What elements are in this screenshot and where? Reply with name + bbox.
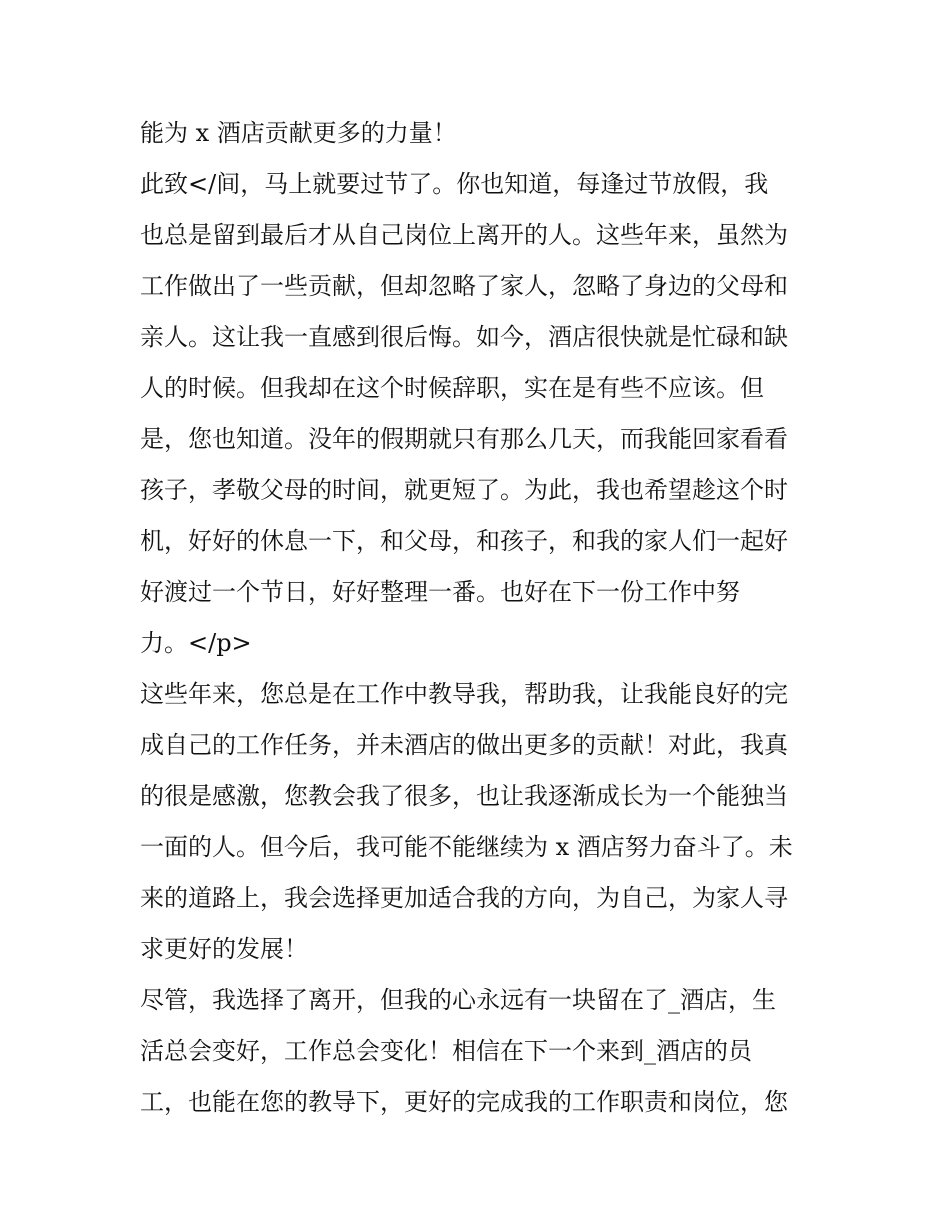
text-line: 力。</p> <box>140 629 252 657</box>
text-line: 工，也能在您的教导下，更好的完成我的工作职责和岗位，您 <box>140 1088 788 1116</box>
text-line: 尽管，我选择了离开，但我的心永远有一块留在了_酒店，生 <box>140 986 776 1014</box>
text-line: 求更好的发展！ <box>140 935 308 963</box>
text-line: 机，好好的休息一下，和父母，和孩子，和我的家人们一起好 <box>140 527 788 555</box>
document-body <box>140 108 820 1128</box>
text-line: 的很是感激，您教会我了很多，也让我逐渐成长为一个能独当 <box>140 782 788 810</box>
text-line: 也总是留到最后才从自己岗位上离开的人。这些年来，虽然为 <box>140 221 788 249</box>
text-line: 是，您也知道。没年的假期就只有那么几天，而我能回家看看 <box>140 425 788 453</box>
text-line: 能为 x 酒店贡献更多的力量！ <box>140 119 457 147</box>
text-line: 一面的人。但今后，我可能不能继续为 x 酒店努力奋斗了。未 <box>140 833 793 861</box>
text-line: 这些年来，您总是在工作中教导我，帮助我，让我能良好的完 <box>140 680 788 708</box>
text-line: 亲人。这让我一直感到很后悔。如今，酒店很快就是忙碌和缺 <box>140 323 788 351</box>
text-line: 孩子，孝敬父母的时间，就更短了。为此，我也希望趁这个时 <box>140 476 788 504</box>
text-line: 好渡过一个节日，好好整理一番。也好在下一份工作中努 <box>140 578 740 606</box>
text-line: 来的道路上，我会选择更加适合我的方向，为自己，为家人寻 <box>140 884 788 912</box>
text-line: 人的时候。但我却在这个时候辞职，实在是有些不应该。但 <box>140 374 764 402</box>
text-line: 此致</间，马上就要过节了。你也知道，每逢过节放假，我 <box>140 170 769 198</box>
text-line: 工作做出了一些贡献，但却忽略了家人，忽略了身边的父母和 <box>140 272 788 300</box>
text-line: 活总会变好，工作总会变化！相信在下一个来到_酒店的员 <box>140 1037 752 1065</box>
text-line: 成自己的工作任务，并未酒店的做出更多的贡献！对此，我真 <box>140 731 788 759</box>
